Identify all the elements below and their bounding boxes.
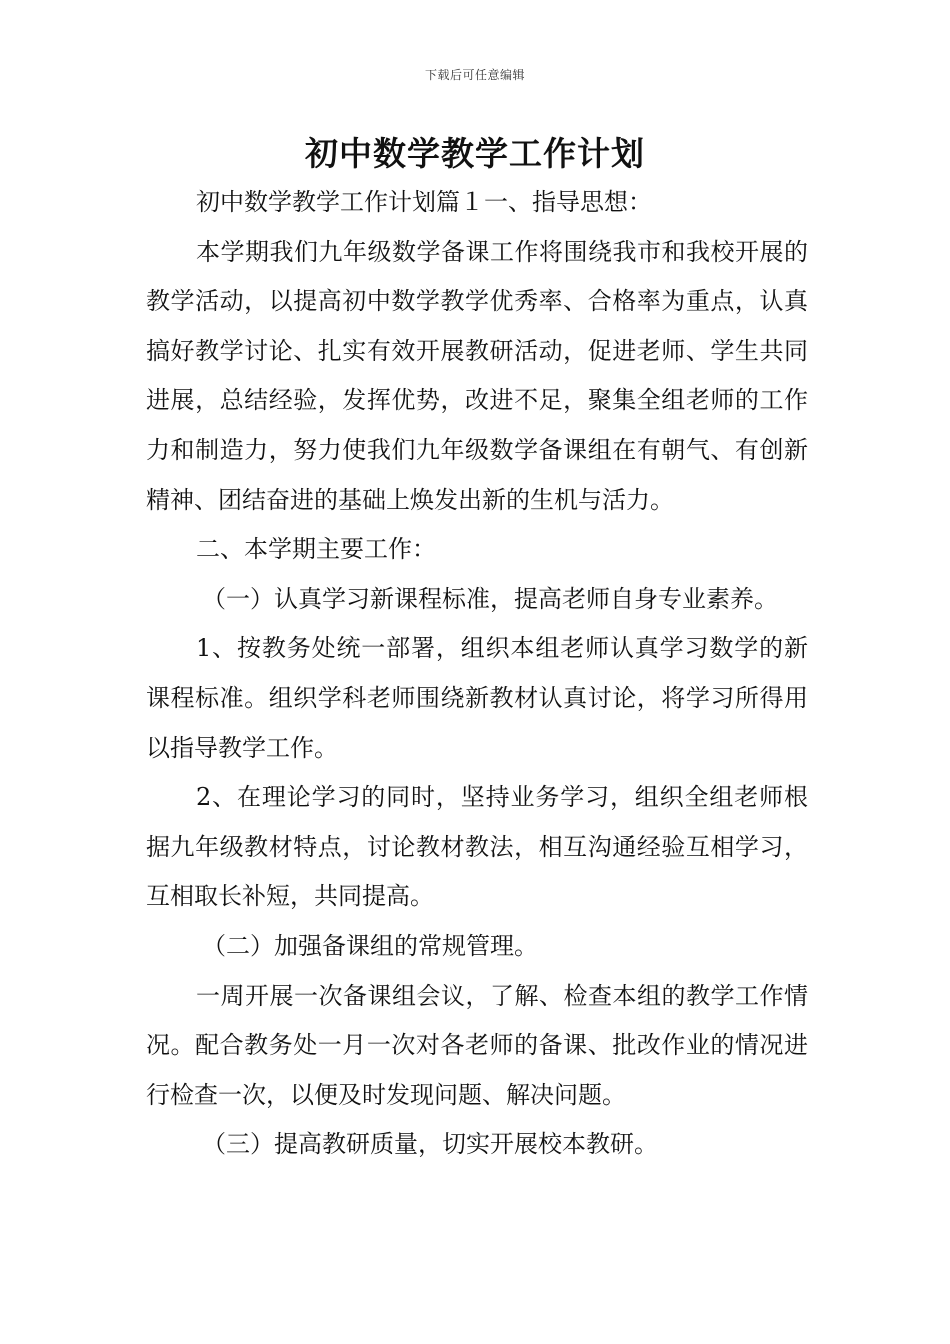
- header-note: 下载后可任意编辑: [424, 68, 525, 82]
- document-body: [146, 178, 808, 1170]
- document-title: 初中数学教学工作计划: [305, 134, 645, 173]
- paragraph-main-work-heading: 二、本学期主要工作：: [196, 535, 436, 564]
- paragraph-guiding-thought: 本学期我们九年级数学备课工作将围绕我市和我校开展的教学活动，以提高初中数学教学优秀率、合格率为重点，认真搞好教学讨论、扎实有效开展教研活动，促进老师、学生共同进展，总结经验，发挥优势，改进不足，聚集全组老师的工作力和制造力，努力使我们九年级数学备课组在有朝气、有创新精神、团结奋进的基础上焕发出新的生机与活力。: [146, 237, 808, 514]
- paragraph-item-1: 1、按教务处统一部署，组织本组老师认真学习数学的新课程标准。组织学科老师围绕新教材认真讨论，将学习所得用以指导教学工作。: [146, 634, 808, 762]
- paragraph-section-1-heading: （一）认真学习新课程标准，提高老师自身专业素养。: [202, 584, 778, 613]
- paragraph-intro: 初中数学教学工作计划篇１一、指导思想：: [196, 188, 652, 216]
- paragraph-section-3-heading: （三）提高教研质量，切实开展校本教研。: [202, 1130, 658, 1159]
- paragraph-item-2: 2、在理论学习的同时，坚持业务学习，组织全组老师根据九年级教材特点，讨论教材教法，相互沟通经验互相学习，互相取长补短，共同提高。: [146, 783, 808, 911]
- paragraph-section-2-heading: （二）加强备课组的常规管理。: [202, 931, 538, 960]
- paragraph-weekly-meeting: 一周开展一次备课组会议，了解、检查本组的教学工作情况。配合教务处一月一次对各老师的备课、批改作业的情况进行检查一次，以便及时发现问题、解决问题。: [146, 981, 808, 1109]
